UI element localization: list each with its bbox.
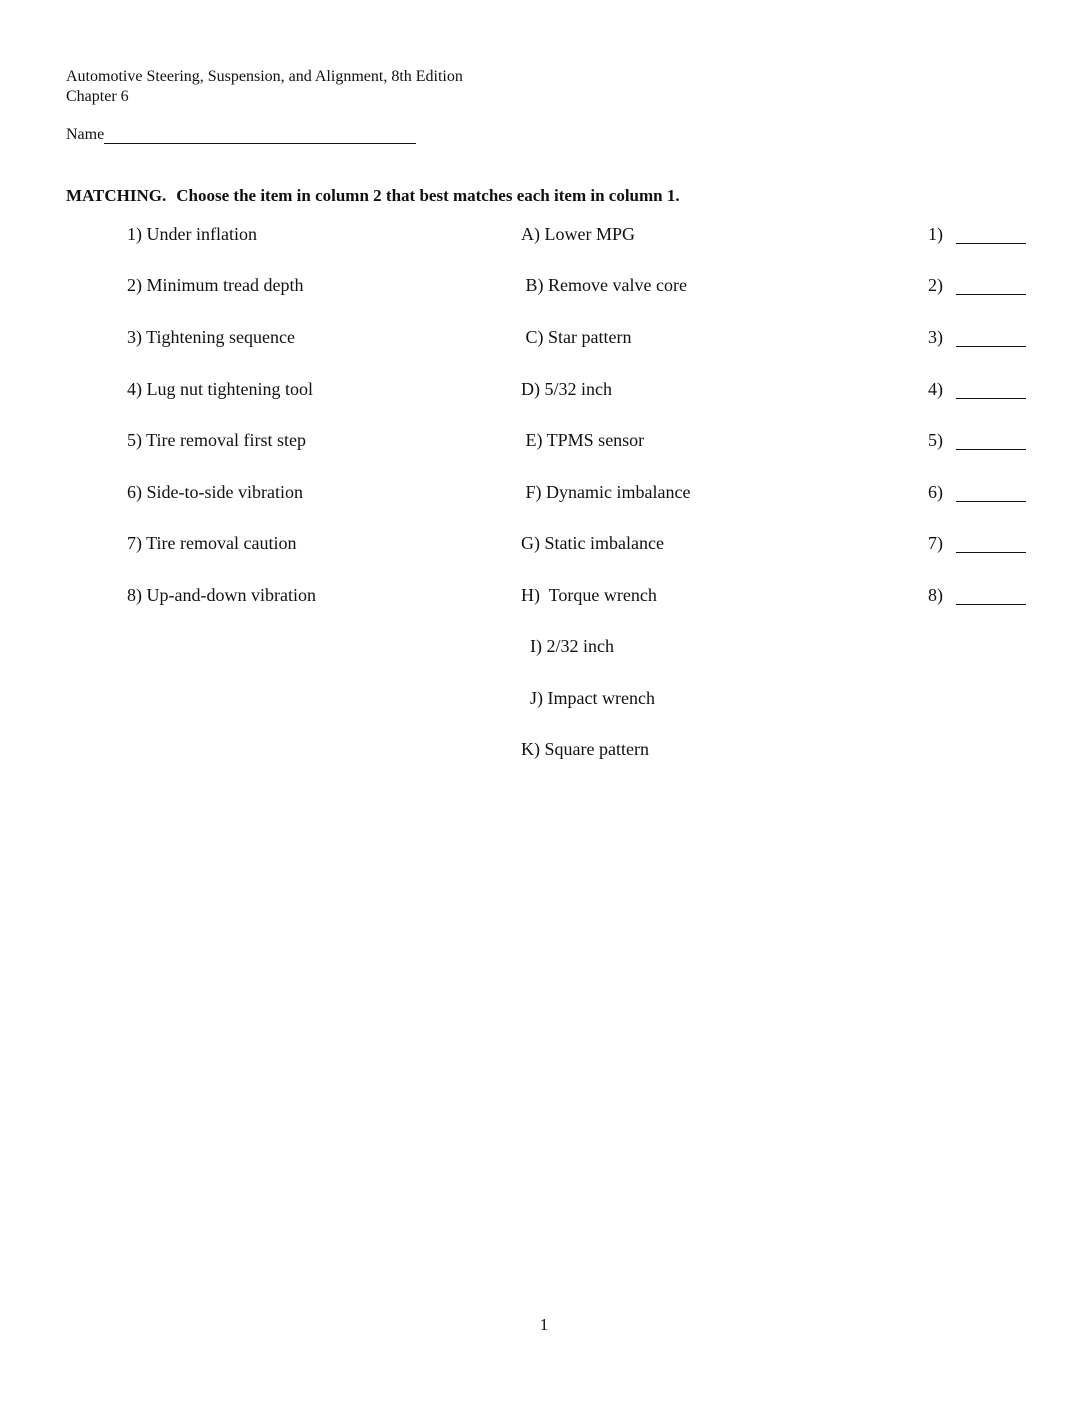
matching-row [0, 274, 1088, 304]
matching-row [0, 532, 1088, 562]
column2-item: C) Star pattern [521, 327, 632, 347]
answer-number: 5) [928, 430, 943, 450]
answer-blank[interactable] [956, 552, 1026, 553]
column1-item: 6) Side-to-side vibration [127, 482, 303, 502]
answer-blank[interactable] [956, 243, 1026, 244]
name-blank-line[interactable] [104, 126, 416, 144]
matching-row [0, 687, 1088, 717]
matching-row [0, 326, 1088, 356]
column1-item: 4) Lug nut tightening tool [127, 379, 313, 399]
column2-item: F) Dynamic imbalance [521, 482, 691, 502]
column2-item: H) Torque wrench [521, 585, 657, 605]
matching-row [0, 584, 1088, 614]
book-title: Automotive Steering, Suspension, and Alignment, 8th Edition [66, 68, 463, 85]
column2-item: D) 5/32 inch [521, 379, 612, 399]
page-number: 1 [539, 1315, 549, 1334]
matching-row [0, 223, 1088, 253]
column1-item: 2) Minimum tread depth [127, 275, 304, 295]
column1-item: 1) Under inflation [127, 224, 257, 244]
column1-item: 8) Up-and-down vibration [127, 585, 316, 605]
answer-number: 1) [928, 224, 943, 244]
matching-row [0, 429, 1088, 459]
column2-item: G) Static imbalance [521, 533, 664, 553]
name-field-row [66, 125, 416, 144]
matching-row [0, 738, 1088, 768]
instructions-text: Choose the item in column 2 that best matches each item in column 1. [176, 186, 680, 205]
name-label: Name [66, 126, 105, 143]
chapter-label: Chapter 6 [66, 88, 129, 105]
column2-item: A) Lower MPG [521, 224, 635, 244]
column1-item: 3) Tightening sequence [127, 327, 295, 347]
column2-item: B) Remove valve core [521, 275, 687, 295]
answer-blank[interactable] [956, 294, 1026, 295]
answer-number: 4) [928, 379, 943, 399]
column2-item: I) 2/32 inch [521, 636, 614, 656]
column1-item: 7) Tire removal caution [127, 533, 297, 553]
matching-row [0, 635, 1088, 665]
answer-blank[interactable] [956, 604, 1026, 605]
column2-item: J) Impact wrench [521, 688, 655, 708]
answer-number: 6) [928, 482, 943, 502]
matching-instructions [66, 185, 680, 207]
answer-blank[interactable] [956, 449, 1026, 450]
answer-number: 7) [928, 533, 943, 553]
answer-number: 3) [928, 327, 943, 347]
instructions-heading: MATCHING. [66, 186, 167, 205]
answer-number: 8) [928, 585, 943, 605]
matching-row [0, 481, 1088, 511]
matching-row [0, 378, 1088, 408]
column2-item: K) Square pattern [521, 739, 649, 759]
answer-blank[interactable] [956, 398, 1026, 399]
answer-blank[interactable] [956, 346, 1026, 347]
answer-number: 2) [928, 275, 943, 295]
column1-item: 5) Tire removal first step [127, 430, 306, 450]
answer-blank[interactable] [956, 501, 1026, 502]
column2-item: E) TPMS sensor [521, 430, 645, 450]
